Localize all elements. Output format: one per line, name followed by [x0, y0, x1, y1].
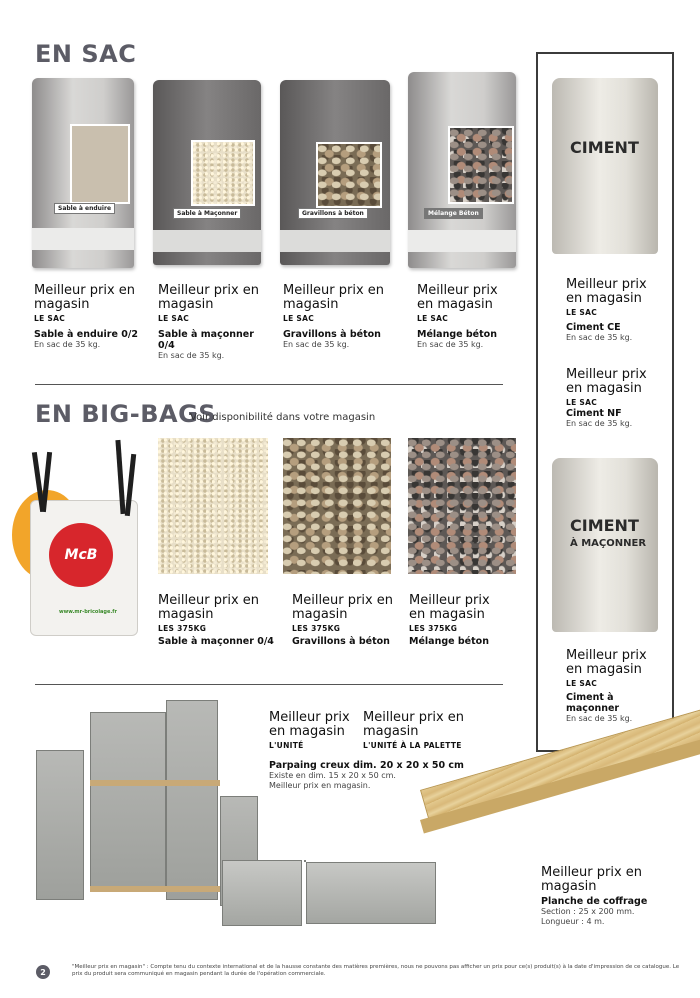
price-title: Meilleur prix en magasin — [269, 710, 350, 739]
ciment-bag-text: CIMENT — [570, 138, 639, 157]
product-name: Parpaing creux dim. 20 x 20 x 50 cm — [269, 760, 464, 771]
unit-label: LE SAC — [158, 314, 190, 323]
price-title: Meilleur prix en magasin — [158, 593, 260, 622]
bag-label: Gravillons à béton — [298, 208, 368, 219]
bigbag-product-sable — [158, 594, 278, 647]
bigbag-product-gravillons — [292, 594, 402, 647]
price-title: Meilleur prix en magasin — [363, 710, 465, 739]
product-ciment-ce — [566, 278, 666, 343]
bag-melange-beton-image — [408, 72, 516, 268]
parpaing-price-palette — [363, 711, 473, 750]
product-name: Ciment CE — [566, 322, 621, 333]
unit-label: LE SAC — [417, 314, 449, 323]
sable-image — [158, 438, 268, 574]
bag-sable-enduire-image — [32, 78, 134, 268]
product-name: Ciment à maçonner — [566, 692, 620, 714]
unit-label: LE SAC — [34, 314, 66, 323]
bag-gravillons-image — [280, 80, 390, 265]
price-title: Meilleur prix en magasin — [541, 865, 643, 894]
bag-sable-maconner-image — [153, 80, 261, 265]
unit-label: LE SAC — [566, 679, 598, 688]
product-name: Mélange béton — [417, 329, 497, 340]
bag-label: Sable à Maçonner — [173, 208, 241, 219]
unit-label: LES 375KG — [409, 624, 458, 633]
product-sable-maconner — [158, 284, 268, 361]
big-bag-image — [30, 500, 138, 636]
price-title: Meilleur prix en magasin — [158, 283, 260, 312]
unit-label: LES 375KG — [292, 624, 341, 633]
product-ciment-nf — [566, 368, 666, 429]
price-title: Meilleur prix en magasin — [34, 283, 136, 312]
ciment-bag-image — [552, 78, 658, 254]
price-title: Meilleur prix en magasin — [566, 277, 647, 306]
unit-label: L'UNITÉ À LA PALETTE — [363, 741, 462, 750]
product-sable-enduire — [34, 284, 144, 350]
unit-label: LES 375KG — [158, 624, 207, 633]
section-divider — [35, 384, 503, 385]
page-number: 2 — [36, 965, 50, 979]
section-divider — [35, 684, 503, 685]
unit-label: L'UNITÉ — [269, 741, 304, 750]
price-title: Meilleur prix en magasin — [417, 283, 498, 312]
parpaing-price-unit — [269, 711, 359, 750]
product-name: Gravillons à béton — [292, 636, 390, 647]
price-title: Meilleur prix en magasin — [292, 593, 394, 622]
melange-image — [408, 438, 516, 574]
product-melange-beton — [417, 284, 517, 350]
product-ciment-maconner — [566, 649, 666, 724]
footer-note: "Meilleur prix en magasin" : Compte tenu du contexte international et de la hausse constante des matières premières, nous ne pouvons pas afficher un prix pour ce(s) produit(s) à la date d'impression de ce catalogue. Le prix du produit sera communiqué en magasin pendant la durée de l'opération commerciale. — [72, 964, 680, 977]
price-title: Meilleur prix en magasin — [409, 593, 490, 622]
brand-website: www.mr-bricolage.fr — [59, 609, 117, 615]
section-title-en-big-bags: EN BIG-BAGS — [35, 400, 217, 428]
product-desc: En sac de 35 kg. — [34, 340, 101, 349]
product-name: Sable à enduire 0/2 — [34, 329, 138, 340]
product-desc: En sac de 35 kg. — [566, 333, 633, 342]
product-name: Planche de coffrage — [541, 896, 648, 907]
product-name: Mélange béton — [409, 636, 489, 647]
ciment-bag-text: CIMENT — [570, 516, 639, 535]
product-desc: En sac de 35 kg. — [566, 419, 633, 428]
gravillons-image — [283, 438, 391, 574]
ciment-bag-subtext: À MAÇONNER — [570, 538, 647, 549]
product-desc: En sac de 35 kg. — [417, 340, 484, 349]
price-title: Meilleur prix en magasin — [566, 367, 647, 396]
product-desc: Section : 25 x 200 mm. — [541, 907, 635, 916]
product-desc: En sac de 35 kg. — [158, 351, 225, 360]
product-desc: En sac de 35 kg. — [283, 340, 350, 349]
product-desc: Meilleur prix en magasin. — [269, 781, 371, 790]
price-title: Meilleur prix en magasin — [566, 648, 647, 677]
unit-label: LE SAC — [566, 308, 598, 317]
product-gravillons — [283, 284, 393, 350]
product-name: Sable à maçonner 0/4 — [158, 329, 254, 351]
brand-logo: McB — [64, 547, 98, 563]
section-title-en-sac: EN SAC — [35, 40, 137, 68]
price-title: Meilleur prix en magasin — [283, 283, 385, 312]
ciment-maconner-bag-image — [552, 458, 658, 632]
product-desc: Existe en dim. 15 x 20 x 50 cm. — [269, 771, 396, 780]
bag-label: Mélange Béton — [424, 208, 483, 219]
product-desc: Longueur : 4 m. — [541, 917, 605, 926]
product-name: Ciment NF — [566, 408, 622, 419]
product-desc: En sac de 35 kg. — [566, 714, 633, 723]
unit-label: LE SAC — [283, 314, 315, 323]
parpaing-block-image — [306, 862, 436, 924]
product-name: Sable à maçonner 0/4 — [158, 636, 274, 647]
bigbag-product-melange — [409, 594, 509, 647]
availability-note: Voir disponibilité dans votre magasin — [190, 412, 376, 423]
unit-label: LE SAC — [566, 398, 598, 407]
bag-label: Sable à enduire — [54, 203, 115, 214]
parpaing-pallet-image — [36, 700, 266, 932]
product-planche — [541, 866, 671, 927]
product-name: Gravillons à béton — [283, 329, 381, 340]
